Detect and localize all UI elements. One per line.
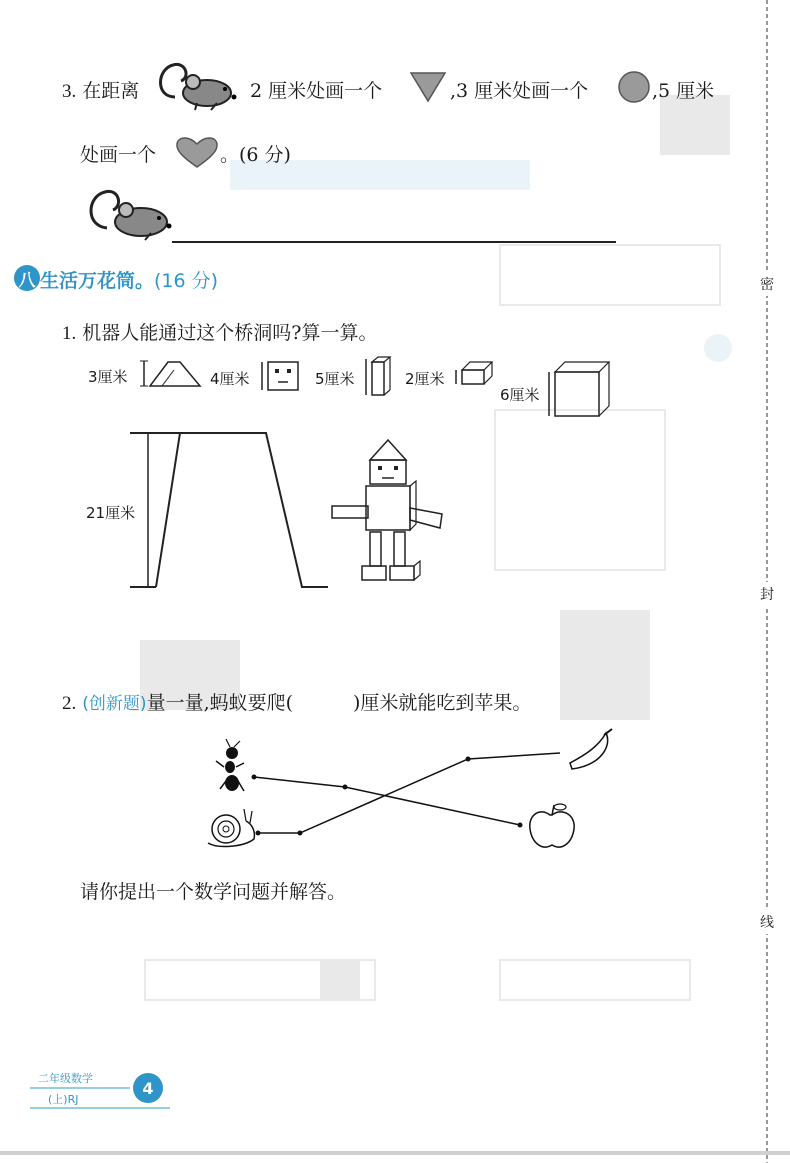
mouse-icon <box>85 182 180 242</box>
roof-block-icon <box>138 358 204 390</box>
triangle-icon <box>408 70 448 104</box>
question-text: ,3 厘米处画一个 <box>450 80 589 102</box>
question-number: 2. <box>62 693 77 714</box>
body-cube-icon <box>545 358 611 420</box>
part-label-body: 6厘米 <box>500 386 540 404</box>
section-badge: 八 <box>14 265 40 291</box>
sidebar-line-char: 线 <box>760 910 774 934</box>
part-label-foot: 2厘米 <box>405 370 445 388</box>
section-title-text: 生活万花筒。 <box>40 270 155 292</box>
foot-block-icon <box>452 358 496 388</box>
footer-grade-label: 二年级数学 <box>38 1072 93 1085</box>
leg-block-icon <box>362 356 392 398</box>
question-number: 1. <box>62 323 77 344</box>
section-score: (16 分) <box>154 270 219 292</box>
question-8-2 <box>62 688 531 715</box>
head-block-icon <box>258 360 304 392</box>
snail-icon <box>208 809 254 846</box>
innovation-tag: (创新题) <box>82 694 147 714</box>
mouse-icon <box>155 55 240 115</box>
drawing-line <box>170 236 620 248</box>
bridge-height-label: 21厘米 <box>86 504 136 522</box>
sidebar-seal-char: 密 <box>760 272 774 296</box>
ant-icon <box>216 739 244 791</box>
circle-icon <box>617 70 651 104</box>
question-8-3-text: 请你提出一个数学问题并解答。 <box>80 881 347 903</box>
question-text: 处画一个 <box>80 144 157 166</box>
question-8-1 <box>62 318 377 345</box>
page-number: 4 <box>133 1073 163 1103</box>
robot-drawing <box>330 436 450 586</box>
question-3-line-1 <box>62 76 139 103</box>
footer-edition-label: (上)RJ <box>48 1093 79 1106</box>
question-text: 在距离 <box>82 80 140 102</box>
question-number: 3. <box>62 81 77 102</box>
question-text: 2 厘米处画一个 <box>250 80 383 102</box>
question-text: 量一量,蚂蚁要爬( <box>146 692 294 714</box>
question-text: ,5 厘米 <box>652 80 715 102</box>
part-label-leg: 5厘米 <box>315 370 355 388</box>
ant-path-diagram <box>200 725 620 865</box>
bridge-diagram <box>120 425 340 595</box>
section-title <box>40 266 218 293</box>
question-text: 机器人能通过这个桥洞吗?算一算。 <box>82 322 378 344</box>
sidebar-seal-char: 封 <box>760 582 774 606</box>
question-text: 。(6 分) <box>220 144 291 166</box>
part-label-head: 4厘米 <box>210 370 250 388</box>
question-text: )厘米就能吃到苹果。 <box>353 692 532 714</box>
part-label-roof: 3厘米 <box>88 368 128 386</box>
banana-icon <box>570 729 612 769</box>
heart-icon <box>174 134 220 170</box>
apple-icon <box>530 804 574 847</box>
